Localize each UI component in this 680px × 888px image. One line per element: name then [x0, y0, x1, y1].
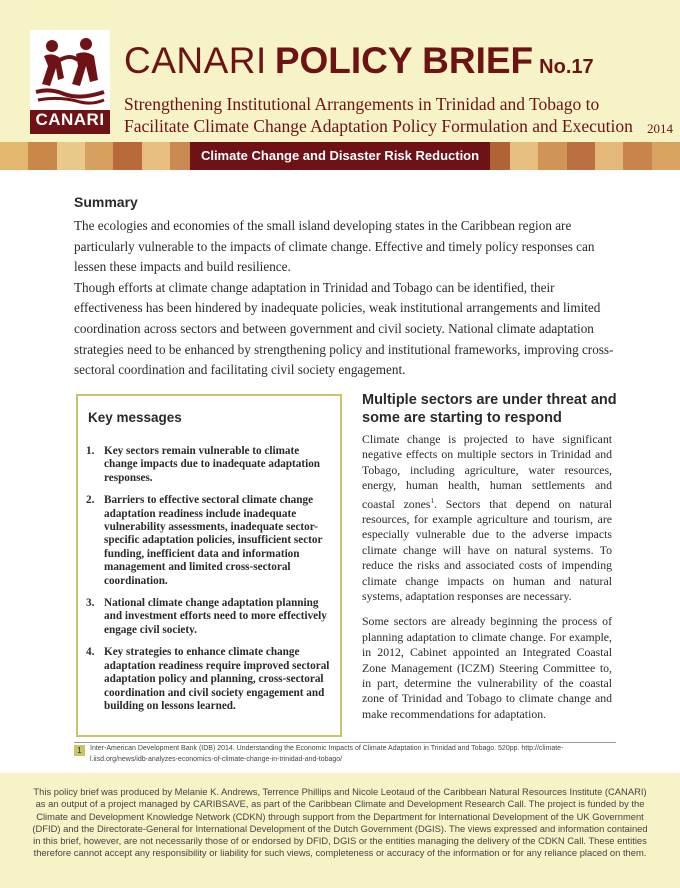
section-paragraph-1-start: Climate change is projected to have significant negative effects on multiple sectors in Trinidad and Tobago, including agriculture, water resources, energy, human health, human settlements and coastal zones: [362, 432, 612, 511]
key-messages-box: [76, 394, 342, 737]
publication-year: 2014: [647, 121, 673, 136]
stripe-segment: [28, 142, 56, 170]
key-messages-list: [86, 445, 334, 722]
section-paragraph-1-end: . Sectors that depend on natural resources, for example agriculture and tourism, are especially vulnerable due to the adverse impacts climate change will have on natural systems. To reduce the risks and associated costs of impending climate change impacts on human and natural systems, adaptation responses are necessary.: [362, 496, 613, 603]
key-message-text: Key strategies to enhance climate change adaptation readiness require improved sectoral adaptation policy and planning, cross-sectoral coordination and civil society engagement and building on lessons learned.: [104, 646, 330, 712]
footnote-reference[interactable]: 1: [430, 496, 434, 505]
stripe-segment: [510, 142, 538, 170]
key-message-text: National climate change adaptation planning and investment efforts need to more effectively engage civil society.: [104, 597, 327, 636]
brief-number: No.17: [539, 56, 594, 78]
figures-icon: [30, 30, 110, 110]
key-message-number: 1.: [86, 445, 95, 457]
section-paragraph-2: Some sectors are already beginning the process of planning adaptation to climate change. For example, in 2012, Cabinet appointed an Integrated Coastal Zone Management (ICZM) Steering Committee to, in part, determine the vulnerability of the coastal zone of Trinidad and Tobago to climate change and make recommendations for adaptation.: [362, 614, 612, 721]
footer-disclaimer: This policy brief was produced by Melanie K. Andrews, Terrence Phillips and Nicole Leotaud of the Caribbean Natural Resources Institute (CANARI) as an output of a project managed by CARIBSAVE, as part of the Caribbean Climate and Development Research Call. The project is funded by the Climate and Development Knowledge Network (CDKN) through support from the Department for International Development of the UK Government (DFID) and the Directorate-General for International Development of the Dutch Government (DGIS). The views expressed and information contained in this brief, however, are not necessarily those of or endorsed by DFID, DGIS or the entities managing the delivery of the CDKN Call. These entities therefore cannot accept any responsibility or liability for such views, completeness or accuracy of the information or for any reliance placed on them.: [32, 786, 648, 859]
canari-logo: [30, 30, 110, 134]
header-banner: [0, 0, 680, 142]
footnote-text: Inter-American Development Bank (IDB) 2014. Understanding the Economic Impacts of Climate Adaptation in Trinidad and Tobago. 520pp. http://climate-l.iisd.org/news/idb-analyzes-economics-of-climate-change-in-trinidad-and-tobago/: [90, 745, 564, 763]
section-paragraph-1: [362, 432, 612, 604]
stripe-segment: [652, 142, 680, 170]
stripe-segment: [595, 142, 623, 170]
key-messages-heading: Key messages: [88, 410, 182, 425]
section-heading: Multiple sectors are under threat and some are starting to respond: [362, 392, 617, 426]
key-message-item: [86, 597, 334, 637]
subtitle-line-1: Strengthening Institutional Arrangements in Trinidad and Tobago to: [124, 94, 600, 114]
key-message-text: Barriers to effective sectoral climate change adaptation readiness include inadequate vulnerability assessments, inadequate sector-specific adaptation policies, insufficient sector funding, inefficient data and information management and limited cross-sectoral coordination.: [104, 494, 323, 587]
stripe-segment: [623, 142, 651, 170]
summary-heading: Summary: [74, 194, 138, 210]
key-message-item: [86, 445, 334, 485]
brand-policy-brief: POLICY BRIEF: [274, 40, 534, 81]
footnote-number: 1: [74, 745, 85, 756]
summary-paragraph-1: The ecologies and economies of the small island developing states in the Caribbean region are particularly vulnerable to the impacts of climate change. Effective and timely policy responses can lessen these impacts and build resilience.: [74, 218, 595, 275]
key-message-item: [86, 494, 334, 588]
subtitle-line-2: Facilitate Climate Change Adaptation Policy Formulation and Execution: [124, 116, 633, 136]
document-subtitle: [124, 93, 644, 137]
section-body: [362, 432, 612, 732]
key-message-number: 4.: [86, 646, 95, 659]
logo-text: CANARI: [35, 110, 105, 129]
brand-title: [124, 40, 594, 82]
key-message-number: 2.: [86, 494, 95, 507]
key-message-number: 3.: [86, 597, 95, 610]
key-message-item: [86, 646, 334, 713]
stripe-segment: [538, 142, 566, 170]
summary-body: [74, 216, 616, 381]
brand-name: CANARI: [124, 40, 267, 81]
footer-panel: [0, 773, 680, 888]
key-message-text: Key sectors remain vulnerable to climate change impacts due to inadequate adaptation responses.: [104, 445, 321, 484]
stripe-segment: [113, 142, 141, 170]
summary-paragraph-2: Though efforts at climate change adaptation in Trinidad and Tobago can be identified, their effectiveness has been hindered by inadequate policies, weak institutional arrangements and limited coordination across sectors and between government and civil society. National climate adaptation strategies need to be enhanced by strengthening policy and institutional frameworks, improving cross-sectoral coordination and facilitating civil society engagement.: [74, 279, 614, 378]
topic-banner: Climate Change and Disaster Risk Reduction: [190, 142, 490, 170]
footnote-divider: [74, 742, 616, 743]
stripe-segment: [85, 142, 113, 170]
stripe-segment: [567, 142, 595, 170]
stripe-segment: [57, 142, 85, 170]
stripe-segment: [142, 142, 170, 170]
stripe-segment: [0, 142, 28, 170]
